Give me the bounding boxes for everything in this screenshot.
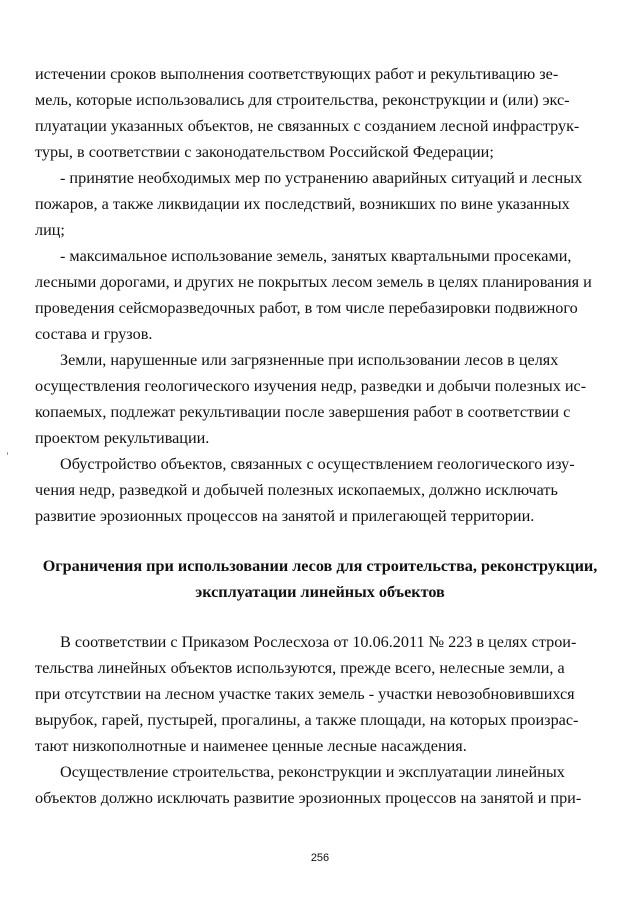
text-line: проведения сейсморазведочных работ, в том числе перебазировки подвижного	[35, 299, 578, 317]
section-heading: эксплуатации линейных объектов	[195, 583, 445, 601]
text-line: развитие эрозионных процессов на занятой и прилегающей территории.	[35, 507, 535, 525]
text-line: тельства линейных объектов используются, прежде всего, нелесные земли, а	[35, 659, 565, 677]
page-number: 256	[310, 852, 330, 864]
section-heading: Ограничения при использовании лесов для строительства, реконструкции,	[42, 557, 598, 575]
text-line: проектом рекультивации.	[35, 429, 210, 447]
paragraph-first-line: Земли, нарушенные или загрязненные при использовании лесов в целях	[60, 351, 559, 369]
text-line: тают низкополнотные и наименее ценные лесные насаждения.	[35, 737, 467, 755]
text-line: осуществления геологического изучения недр, разведки и добычи полезных ис-	[35, 377, 587, 395]
text-line: лиц;	[35, 221, 65, 239]
text-line: лесными дорогами, и других не покрытых лесом земель в целях планирования и	[35, 273, 592, 291]
list-item-line: - максимальное использование земель, занятых квартальными просеками,	[60, 247, 572, 265]
text-line: состава и грузов.	[35, 325, 153, 343]
text-line: объектов должно исключать развитие эрозионных процессов на занятой и при-	[35, 789, 582, 807]
text-line: истечении сроков выполнения соответствующих работ и рекультивацию зе-	[35, 65, 559, 83]
text-line: туры, в соответствии с законодательством Российской Федерации;	[35, 143, 494, 161]
list-item-line: - принятие необходимых мер по устранению аварийных ситуаций и лесных	[60, 169, 583, 187]
text-line: пожаров, а также ликвидации их последствий, возникших по вине указанных	[35, 195, 570, 213]
text-line: чения недр, разведкой и добычей полезных ископаемых, должно исключать	[35, 481, 558, 499]
scan-speck	[7, 452, 8, 455]
text-line: плуатации указанных объектов, не связанных с созданием лесной инфраструк-	[35, 117, 580, 135]
paragraph-first-line: Обустройство объектов, связанных с осуществлением геологического изу-	[60, 455, 575, 473]
text-line: вырубок, гарей, пустырей, прогалины, а также площади, на которых произрас-	[35, 711, 579, 729]
text-line: при отсутствии на лесном участке таких земель - участки невозобновившихся	[35, 685, 575, 703]
paragraph-first-line: В соответствии с Приказом Рослесхоза от 10.06.2011 № 223 в целях строи-	[60, 633, 577, 651]
text-line: мель, которые использовались для строительства, реконструкции и (или) экс-	[35, 91, 570, 109]
text-line: копаемых, подлежат рекультивации после завершения работ в соответствии с	[35, 403, 571, 421]
paragraph-first-line: Осуществление строительства, реконструкции и эксплуатации линейных	[60, 763, 565, 781]
